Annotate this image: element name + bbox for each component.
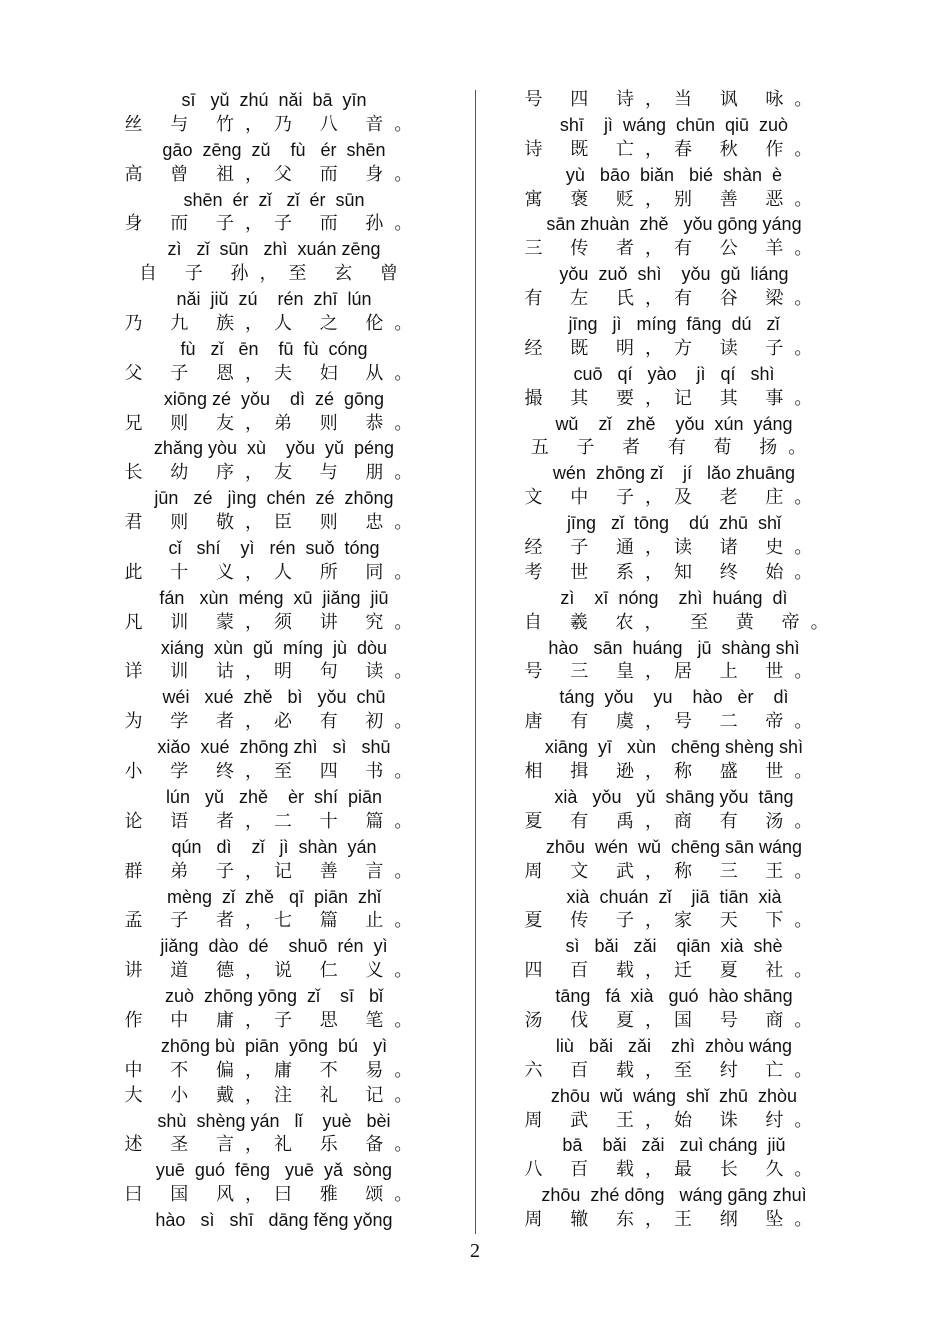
page-number: 2: [470, 1240, 480, 1262]
pinyin-line: cǐ shí yì rén suǒ tóng: [168, 538, 380, 559]
hanzi-line: 身 而 子，子 而 孙。: [124, 213, 424, 235]
hanzi-line: 夏 有 禹，商 有 汤。: [524, 810, 824, 832]
hanzi-line: 兄 则 友，弟 则 恭。: [124, 412, 424, 434]
pinyin-line: sān zhuàn zhě yǒu gōng yáng: [546, 214, 802, 235]
pinyin-line: wǔ zǐ zhě yǒu xún yáng: [555, 413, 793, 434]
pinyin-line: xiáng xùn gǔ míng jù dòu: [160, 637, 388, 658]
hanzi-line: 自 子 孙，至 玄 曾: [139, 263, 409, 285]
hanzi-line: 三 传 者，有 公 羊。: [524, 238, 824, 260]
pinyin-line: xiǎo xué zhōng zhì sì shū: [157, 737, 391, 758]
hanzi-line: 孟 子 者，七 篇 止。: [124, 910, 424, 932]
hanzi-line: 有 左 氏，有 谷 梁。: [524, 288, 824, 310]
pinyin-line: wéi xué zhě bì yǒu chū: [162, 687, 386, 708]
hanzi-line: 夏 传 子，家 天 下。: [524, 910, 824, 932]
hanzi-line: 丝 与 竹，乃 八 音。: [124, 113, 424, 135]
hanzi-line: 五 子 者 有 荀 扬。: [530, 437, 818, 459]
hanzi-line: 小 学 终，至 四 书。: [124, 761, 424, 783]
pinyin-line: xià chuán zǐ jiā tiān xià: [566, 886, 782, 907]
left-column: [124, 88, 424, 1233]
pinyin-line: cuō qí yào jì qí shì: [573, 363, 775, 384]
hanzi-line: 撮 其 要，记 其 事。: [524, 387, 824, 409]
hanzi-line: 八 百 载，最 长 久。: [524, 1159, 824, 1181]
hanzi-line: 此 十 义，人 所 同。: [124, 561, 424, 583]
pinyin-line: zhōu wǔ wáng shǐ zhū zhòu: [550, 1085, 798, 1106]
pinyin-line: hào sān huáng jū shàng shì: [548, 637, 800, 658]
hanzi-line: 号 四 诗，当 讽 咏。: [524, 89, 824, 110]
hanzi-line: 作 中 庸，子 思 笔。: [124, 1009, 424, 1031]
hanzi-line: 周 武 王，始 诛 纣。: [524, 1109, 824, 1131]
hanzi-line: 号 三 皇，居 上 世。: [524, 661, 824, 683]
pinyin-line: fán xùn méng xū jiǎng jiū: [159, 587, 389, 608]
pinyin-line: yù bāo biǎn bié shàn è: [565, 164, 783, 185]
pinyin-line: fù zǐ ēn fū fù cóng: [180, 338, 368, 359]
pinyin-line: bā bǎi zǎi zuì cháng jiǔ: [562, 1135, 786, 1156]
hanzi-line: 群 弟 子，记 善 言。: [124, 860, 424, 882]
hanzi-line: 为 学 者，必 有 初。: [124, 711, 424, 733]
right-column: [524, 88, 840, 1233]
pinyin-line: nǎi jiǔ zú rén zhī lún: [176, 289, 372, 310]
pinyin-line: jūn zé jìng chén zé zhōng: [154, 488, 394, 509]
pinyin-line: mèng zǐ zhě qī piān zhǐ: [166, 886, 382, 907]
hanzi-line: 曰 国 风，曰 雅 颂。: [124, 1184, 424, 1206]
hanzi-line: 六 百 载，至 纣 亡。: [524, 1059, 824, 1081]
hanzi-line: 周 辙 东，王 纲 坠。: [524, 1209, 824, 1231]
hanzi-line: 中 不 偏，庸 不 易。: [124, 1059, 424, 1081]
pinyin-line: hào sì shī dāng fěng yǒng: [155, 1210, 393, 1231]
pinyin-line: zhōng bù piān yōng bú yì: [160, 1035, 388, 1056]
pinyin-line: tāng fá xià guó hào shāng: [555, 986, 793, 1007]
hanzi-line: 大 小 戴，注 礼 记。: [124, 1084, 424, 1106]
pinyin-line: zhōu wén wǔ chēng sān wáng: [545, 836, 803, 857]
hanzi-line: 四 百 载，迁 夏 社。: [524, 960, 824, 982]
hanzi-line: 长 幼 序，友 与 朋。: [124, 462, 424, 484]
pinyin-line: qún dì zǐ jì shàn yán: [171, 836, 377, 857]
pinyin-line: zhǎng yòu xù yǒu yǔ péng: [153, 438, 395, 459]
pinyin-line: shù shèng yán lǐ yuè bèi: [157, 1110, 391, 1131]
hanzi-line: 自 羲 农， 至 黄 帝。: [524, 611, 840, 633]
hanzi-line: 详 训 诂，明 句 读。: [124, 661, 424, 683]
pinyin-line: sī yǔ zhú nǎi bā yīn: [181, 90, 367, 110]
hanzi-line: 文 中 子，及 老 庄。: [524, 487, 824, 509]
pinyin-line: liù bǎi zǎi zhì zhòu wáng: [555, 1035, 793, 1056]
column-divider: [475, 90, 476, 1234]
hanzi-line: 乃 九 族，人 之 伦。: [124, 313, 424, 335]
pinyin-line: xià yǒu yǔ shāng yǒu tāng: [554, 786, 794, 807]
pinyin-line: jiǎng dào dé shuō rén yì: [160, 936, 388, 957]
pinyin-line: jīng zǐ tōng dú zhū shǐ: [566, 513, 782, 534]
hanzi-line: 君 则 敬，臣 则 忠。: [124, 512, 424, 534]
hanzi-line: 寓 褒 贬，别 善 恶。: [524, 188, 824, 210]
hanzi-line: 述 圣 言，礼 乐 备。: [124, 1134, 424, 1156]
hanzi-line: 讲 道 德，说 仁 义。: [124, 960, 424, 982]
hanzi-line: 高 曾 祖，父 而 身。: [124, 163, 424, 185]
hanzi-line: 唐 有 虞，号 二 帝。: [524, 711, 824, 733]
hanzi-line: 相 揖 逊，称 盛 世。: [524, 761, 824, 783]
hanzi-line: 诗 既 亡，春 秋 作。: [524, 138, 824, 160]
pinyin-line: yuē guó fēng yuē yǎ sòng: [155, 1160, 393, 1181]
pinyin-line: zì xī nóng zhì huáng dì: [560, 587, 788, 608]
hanzi-line: 论 语 者，二 十 篇。: [124, 810, 424, 832]
hanzi-line: 经 子 通，读 诸 史。: [524, 537, 824, 559]
hanzi-line: 周 文 武，称 三 王。: [524, 860, 824, 882]
hanzi-line: 汤 伐 夏，国 号 商。: [524, 1009, 824, 1031]
pinyin-line: xiāng yī xùn chēng shèng shì: [544, 737, 804, 758]
pinyin-line: xiōng zé yǒu dì zé gōng: [163, 388, 385, 409]
pinyin-line: lún yǔ zhě èr shí piān: [165, 786, 383, 807]
hanzi-line: 经 既 明，方 读 子。: [524, 337, 824, 359]
pinyin-line: táng yǒu yu hào èr dì: [559, 687, 789, 708]
pinyin-line: sì bǎi zǎi qiān xià shè: [565, 936, 783, 957]
pinyin-line: zì zǐ sūn zhì xuán zēng: [167, 239, 381, 260]
hanzi-line: 考 世 系，知 终 始。: [524, 561, 824, 583]
pinyin-line: gāo zēng zǔ fù ér shēn: [162, 139, 386, 160]
pinyin-line: shī jì wáng chūn qiū zuò: [559, 114, 789, 135]
pinyin-line: yǒu zuǒ shì yǒu gǔ liáng: [559, 264, 789, 285]
pinyin-line: zuò zhōng yōng zǐ sī bǐ: [164, 986, 384, 1007]
pinyin-line: jīng jì míng fāng dú zǐ: [568, 314, 780, 335]
hanzi-line: 父 子 恩，夫 妇 从。: [124, 362, 424, 384]
pinyin-line: zhōu zhé dōng wáng gāng zhuì: [541, 1185, 807, 1206]
pinyin-line: shēn ér zǐ zǐ ér sūn: [183, 189, 365, 210]
pinyin-line: wén zhōng zǐ jí lǎo zhuāng: [552, 463, 796, 484]
hanzi-line: 凡 训 蒙，须 讲 究。: [124, 611, 424, 633]
